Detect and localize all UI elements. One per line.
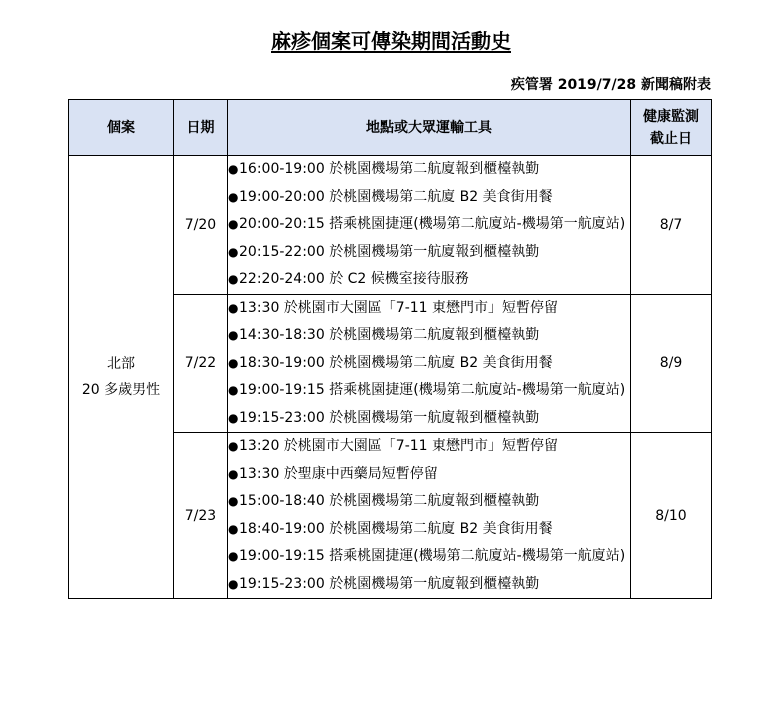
activity-list: [228, 156, 630, 294]
activity-text: 18:40-19:00 於桃園機場第二航廈 B2 美食街用餐: [239, 520, 553, 537]
bullet-icon: ●: [228, 189, 239, 204]
list-item: [228, 295, 630, 323]
activity-table: [68, 99, 712, 599]
list-item: [228, 516, 630, 544]
bullet-icon: ●: [228, 162, 239, 176]
case-region: 北部: [107, 356, 135, 372]
activity-text: 15:00-18:40 於桃園機場第二航廈報到櫃檯執勤: [239, 493, 540, 509]
document-title-text: 麻疹個案可傳染期間活動史: [271, 29, 511, 53]
activity-text: 22:20-24:00 於 C2 候機室接待服務: [239, 271, 469, 287]
activity-list: [228, 295, 630, 433]
bullet-icon: ●: [228, 466, 239, 481]
bullet-icon: ●: [228, 217, 239, 231]
bullet-icon: ●: [228, 576, 239, 591]
activity-text: 13:20 於桃園市大園區「7-11 東懋門市」短暫停留: [239, 438, 559, 454]
header-place: 地點或大眾運輸工具: [228, 100, 631, 156]
bullet-icon: ●: [228, 300, 239, 315]
header-monitor-end: [631, 100, 712, 156]
bullet-icon: ●: [228, 549, 239, 563]
activities-cell: [228, 294, 631, 433]
activity-text: 19:00-20:00 於桃園機場第二航廈 B2 美食街用餐: [239, 188, 553, 205]
monitor-end-cell: 8/9: [631, 294, 712, 433]
list-item: [228, 543, 630, 571]
list-item: [228, 239, 630, 267]
bullet-icon: ●: [228, 272, 239, 286]
list-item: [228, 433, 630, 461]
header-case: 個案: [69, 100, 174, 156]
bullet-icon: ●: [228, 383, 239, 397]
activities-cell: [228, 156, 631, 295]
list-item: [228, 405, 630, 433]
monitor-end-cell: 8/10: [631, 433, 712, 599]
activity-text: 20:00-20:15 搭乘桃園捷運(機場第二航廈站-機場第一航廈站): [239, 216, 626, 232]
activity-text: 19:00-19:15 搭乘桃園捷運(機場第二航廈站-機場第一航廈站): [239, 382, 626, 398]
activity-text: 20:15-22:00 於桃園機場第一航廈報到櫃檯執勤: [239, 243, 540, 260]
list-item: [228, 461, 630, 489]
header-monitor-line1: 健康監測: [643, 108, 699, 125]
table-row: [69, 156, 712, 295]
activity-list: [228, 433, 630, 598]
list-item: [228, 377, 630, 405]
source-note: 疾管署 2019/7/28 新聞稿附表: [510, 77, 711, 93]
bullet-icon: ●: [228, 244, 239, 259]
list-item: [228, 350, 630, 378]
activity-text: 16:00-19:00 於桃園機場第二航廈報到櫃檯執勤: [239, 161, 540, 177]
list-item: [228, 184, 630, 212]
activity-text: 13:30 於聖康中西藥局短暫停留: [239, 465, 438, 482]
table-body: [69, 156, 712, 599]
header-monitor-line2: 截止日: [650, 130, 692, 147]
table-header-row: [69, 100, 712, 156]
bullet-icon: ●: [228, 494, 239, 508]
activity-text: 13:30 於桃園市大園區「7-11 東懋門市」短暫停留: [239, 299, 559, 316]
list-item: [228, 322, 630, 350]
list-item: [228, 156, 630, 184]
activity-text: 19:15-23:00 於桃園機場第一航廈報到櫃檯執勤: [239, 409, 540, 426]
date-cell: 7/20: [174, 156, 228, 295]
list-item: [228, 488, 630, 516]
date-cell: 7/22: [174, 294, 228, 433]
activities-cell: [228, 433, 631, 599]
bullet-icon: ●: [228, 439, 239, 453]
activity-text: 19:00-19:15 搭乘桃園捷運(機場第二航廈站-機場第一航廈站): [239, 548, 626, 564]
bullet-icon: ●: [228, 328, 239, 342]
document-title: [0, 28, 782, 54]
bullet-icon: ●: [228, 355, 239, 370]
case-description: 20 多歲男性: [81, 382, 161, 398]
list-item: [228, 266, 630, 294]
list-item: [228, 571, 630, 599]
monitor-end-cell: 8/7: [631, 156, 712, 295]
bullet-icon: ●: [228, 410, 239, 425]
list-item: [228, 211, 630, 239]
case-cell: [69, 156, 174, 599]
bullet-icon: ●: [228, 521, 239, 536]
activity-text: 14:30-18:30 於桃園機場第二航廈報到櫃檯執勤: [239, 327, 540, 343]
activity-text: 19:15-23:00 於桃園機場第一航廈報到櫃檯執勤: [239, 575, 540, 592]
header-date: 日期: [174, 100, 228, 156]
activity-text: 18:30-19:00 於桃園機場第二航廈 B2 美食街用餐: [239, 354, 553, 371]
date-cell: 7/23: [174, 433, 228, 599]
